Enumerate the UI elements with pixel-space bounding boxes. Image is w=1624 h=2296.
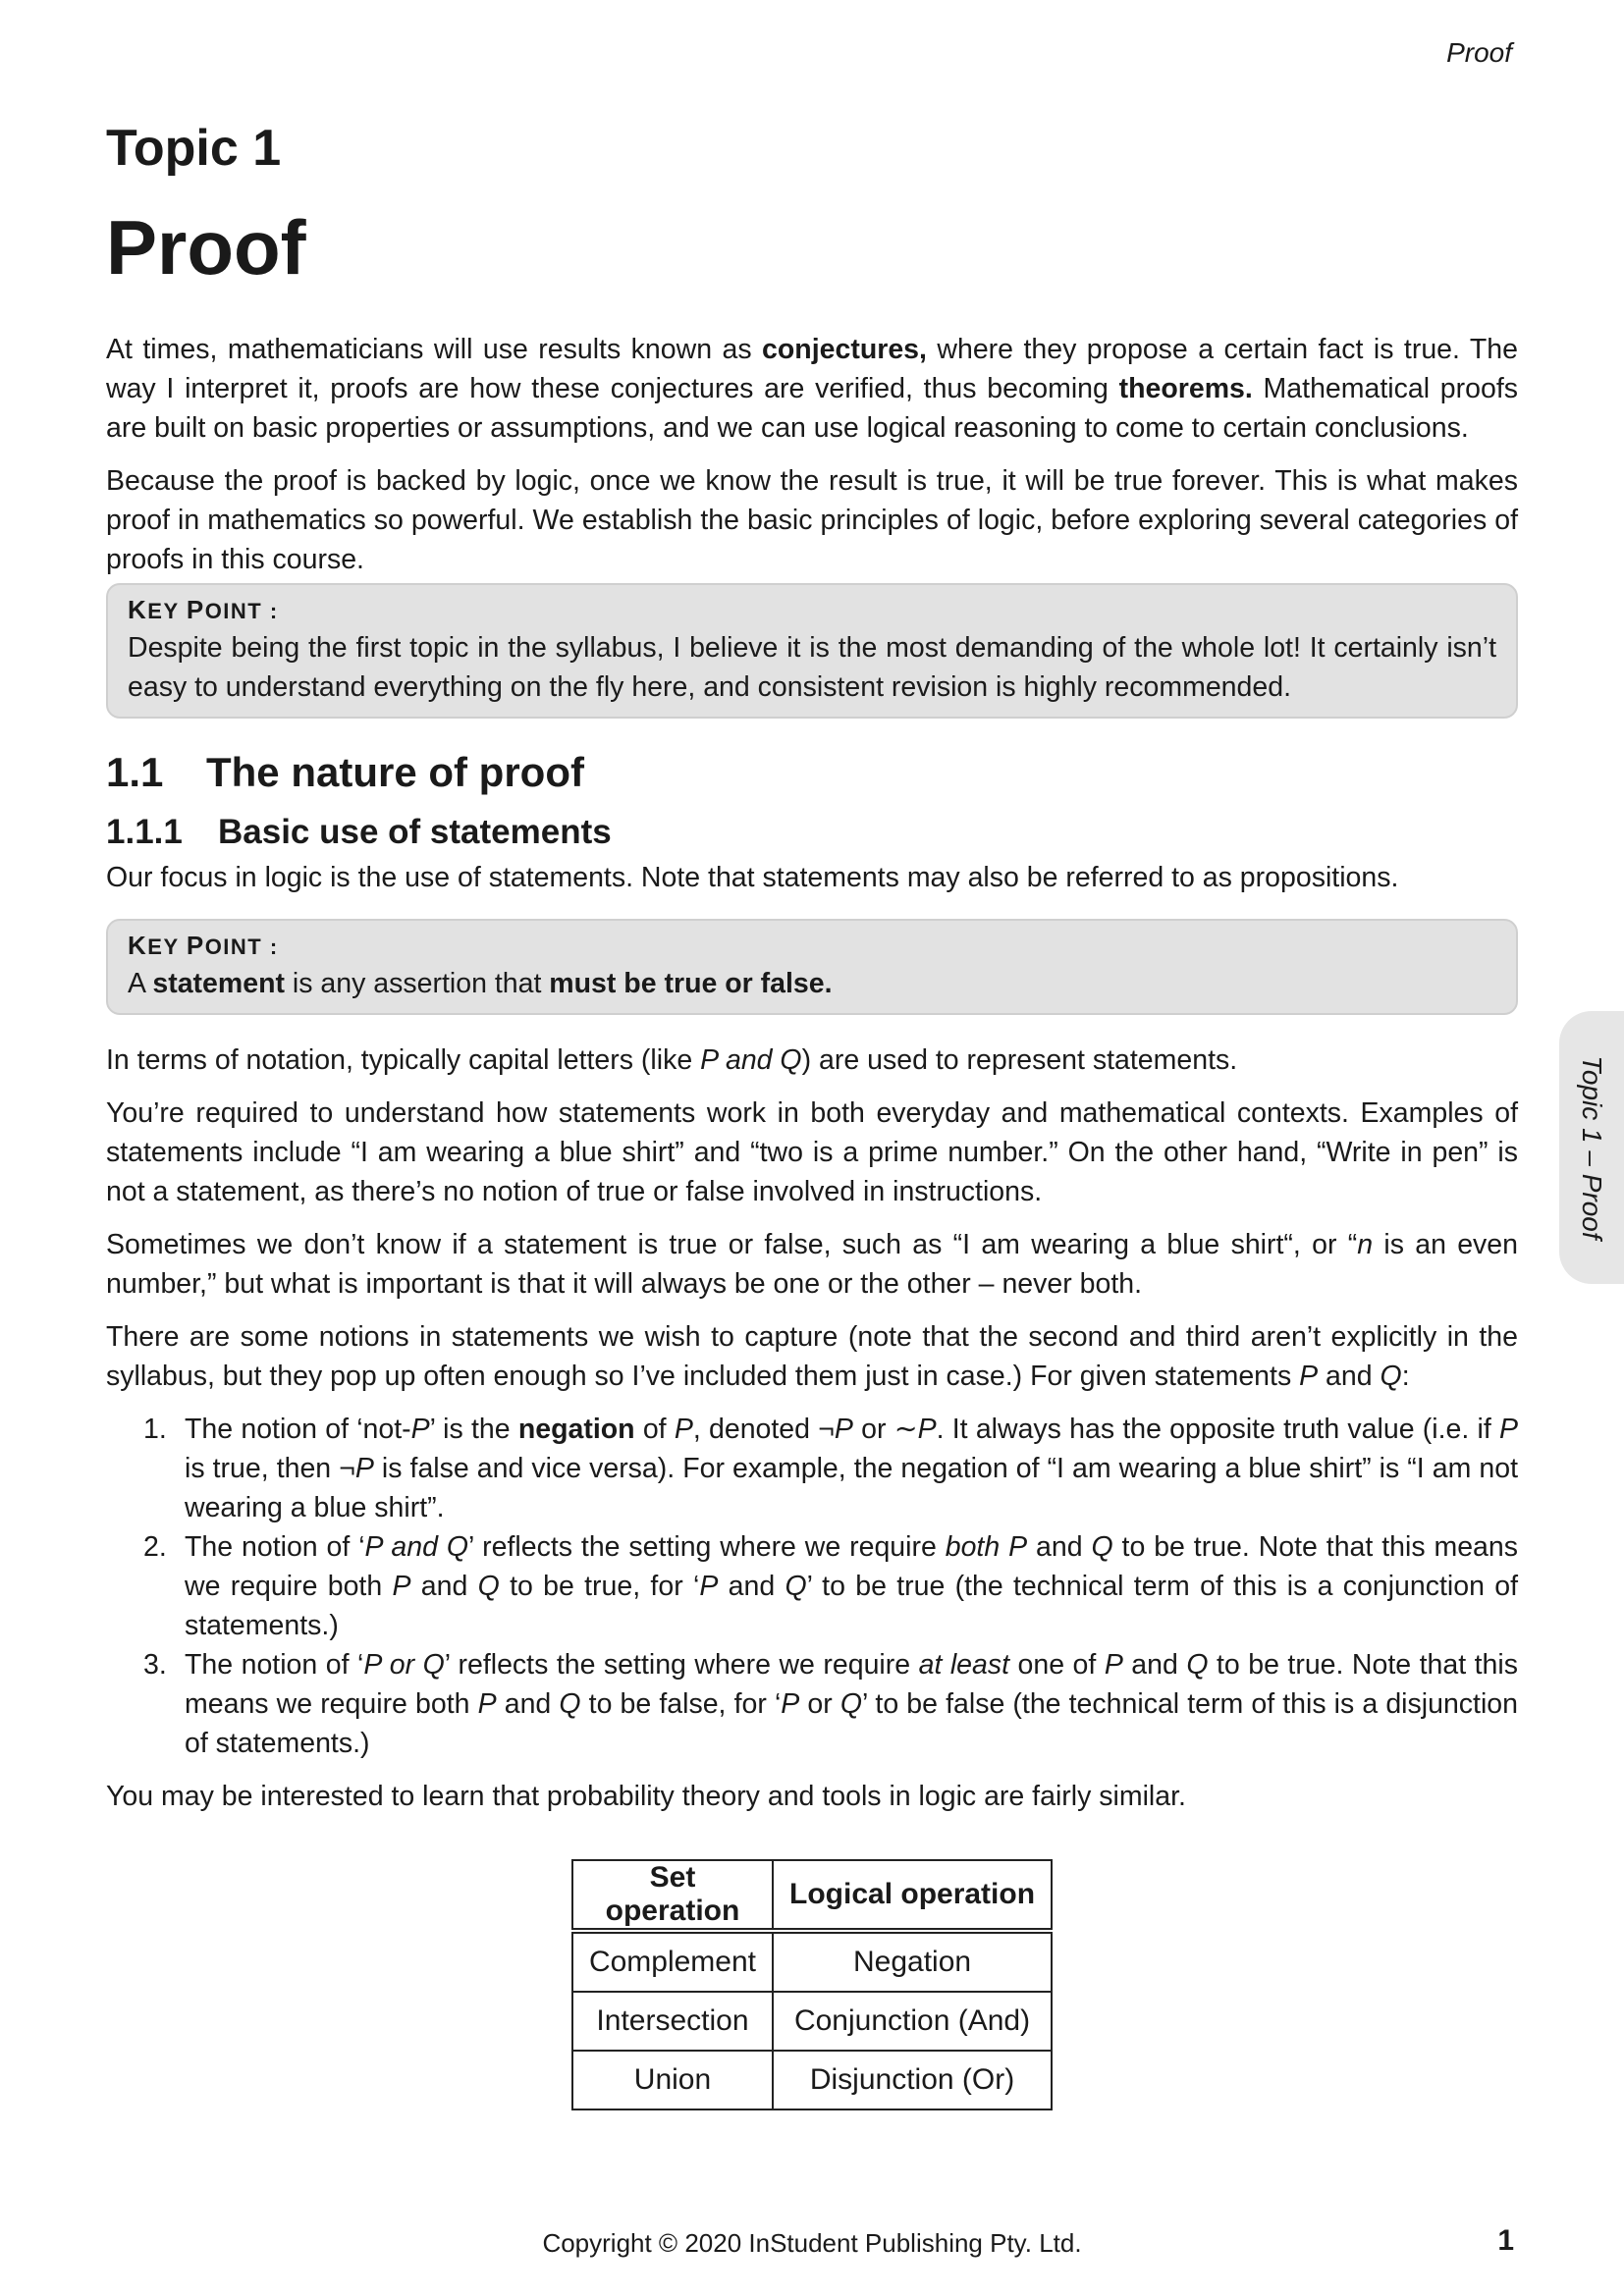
side-tab-topic [1559, 1011, 1624, 1284]
table-cell: Conjunction (And) [773, 1992, 1052, 2051]
key-point-box-statement [106, 919, 1518, 1015]
key-point-label: KEY POINT : [128, 931, 279, 961]
subsection-heading: 1.1.1 Basic use of statements [106, 812, 612, 851]
notation-paragraph: In terms of notation, typically capital letters (like P and Q) are used to represent statements. [106, 1044, 1238, 1077]
footer-copyright: Copyright © 2020 InStudent Publishing Pty. Ltd. [542, 2228, 1082, 2258]
key-point-text: A statement is any assertion that must be true or false. [128, 968, 833, 1000]
table-cell: Negation [773, 1931, 1052, 1992]
intro-paragraph-1: At times, mathematicians will use results known as conjectures, where they propose a certain fact is true. The way I interpret it, proofs are how these conjectures are verified, thus becoming theorems. Mathematical proofs are built on basic properties or assumptions, and we can use logical reasoning to come to certain conclusions. [106, 334, 1518, 445]
table-row [572, 1931, 1052, 1992]
table-header-logical-operation: Logical operation [773, 1860, 1052, 1931]
section-heading: 1.1 The nature of proof [106, 749, 584, 796]
operations-table [571, 1859, 1053, 2110]
list-item: 2. The notion of ‘P and Q’ reflects the setting where we require both P and Q to be true. Note that this means we require both P and Q to be true, for ‘P and Q’ to be true (the technical term of this is a conjunction of statements.) [143, 1531, 1519, 1642]
table-cell: Disjunction (Or) [773, 2051, 1052, 2109]
notions-list [106, 1410, 1518, 1763]
running-head: Proof [1446, 37, 1512, 68]
table-cell: Union [572, 2051, 773, 2109]
page-content [106, 118, 1518, 2110]
side-tab-label: Topic 1 – Proof [1577, 1055, 1607, 1240]
key-point-box [106, 583, 1518, 719]
sometimes-paragraph: Sometimes we don’t know if a statement is true or false, such as “I am wearing a blue shirt“, or “n is an even number,” but what is important is that it will always be one or the other – never both. [106, 1229, 1518, 1301]
table-row [572, 2051, 1052, 2109]
required-paragraph: You’re required to understand how statements work in both everyday and mathematical contexts. Examples of statements include “I am wearing a blue shirt” and “two is a prime number.” On the other hand, “Write in pen” is not a statement, as there’s no notion of true or false involved in instructions. [106, 1097, 1518, 1208]
list-item: 3. The notion of ‘P or Q’ reflects the setting where we require at least one of P and Q to be true. Note that this means we require both P and Q to be false, for ‘P or Q’ to be false (the technical term of this is a disjunction of statements.) [143, 1649, 1518, 1760]
table-cell: Complement [572, 1931, 773, 1992]
statements-focus-paragraph: Our focus in logic is the use of statements. Note that statements may also be referred to as propositions. [106, 862, 1399, 894]
list-item: 1. The notion of ‘not-P’ is the negation of P, denoted ¬P or ∼P. It always has the opposite truth value (i.e. if P is true, then ¬P is false and vice versa). For example, the negation of “I am wearing a blue shirt” is “I am not wearing a blue shirt”. [143, 1414, 1519, 1524]
page-number: 1 [1497, 2224, 1514, 2257]
probability-paragraph: You may be interested to learn that probability theory and tools in logic are fairly similar. [106, 1781, 1186, 1813]
topic-title: Proof [106, 204, 306, 292]
notions-paragraph: There are some notions in statements we wish to capture (note that the second and third aren’t explicitly in the syllabus, but they pop up often enough so I’ve included them just in case.) For given statements P and Q: [106, 1321, 1518, 1393]
table-cell: Intersection [572, 1992, 773, 2051]
key-point-text: Despite being the first topic in the syllabus, I believe it is the most demanding of the whole lot! It certainly isn’t easy to understand everything on the fly here, and consistent revision is highly recommended. [128, 632, 1496, 704]
table-row [572, 1992, 1052, 2051]
topic-label: Topic 1 [106, 120, 282, 177]
intro-paragraph-2: Because the proof is backed by logic, once we know the result is true, it will be true forever. This is what makes proof in mathematics so powerful. We establish the basic principles of logic, before exploring several categories of proofs in this course. [106, 465, 1518, 576]
table-header-row [572, 1860, 1052, 1931]
table-header-set-operation: Set operation [572, 1860, 773, 1931]
key-point-label: KEY POINT : [128, 595, 279, 625]
